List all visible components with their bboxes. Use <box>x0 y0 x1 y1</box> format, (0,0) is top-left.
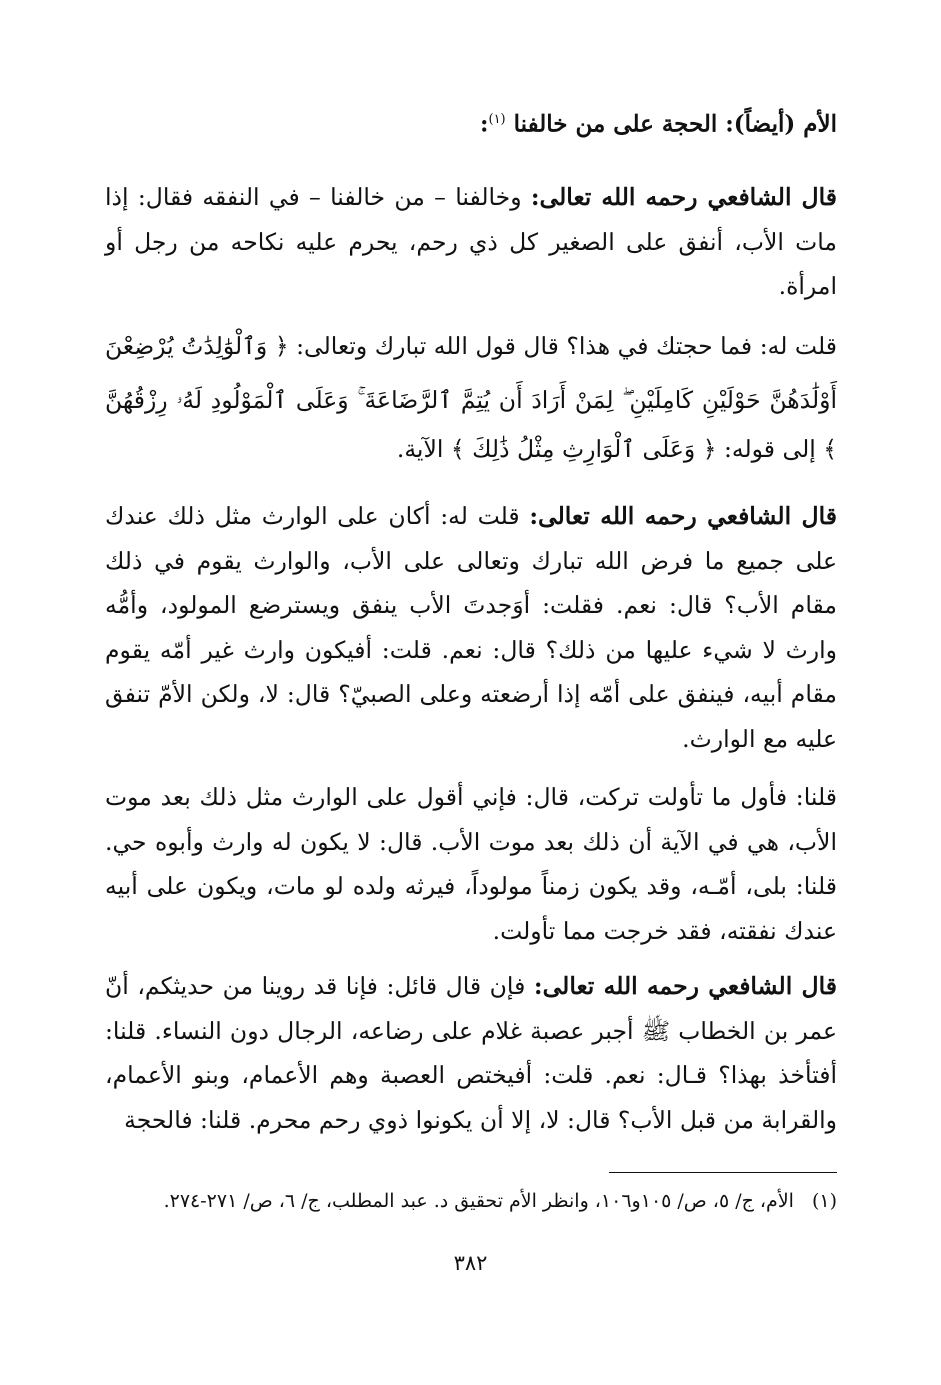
footnote-number: (١) <box>811 1190 837 1212</box>
paragraph-4 <box>105 775 837 953</box>
paragraph-text: فإن قال قائل: فإنا قد روينا من حديثكم، أنّ عمر بن الخطاب ﷺ أجبر عصبة غلام على رضاعه، الرجال دون النساء. قلنا: أفتأخذ بهذا؟ قـال: نعم. قلت: أفيختص العصبة وهم الأعمام، وبنو الأعمام، والقرابة من قبل الأب؟ قال: لا، إلا أن يكونوا ذوي رحم محرم. قلنا: فالحجة <box>105 972 837 1134</box>
quran-verse: وَعَلَى ٱلْوَارِثِ مِثْلُ ذَٰلِكَ <box>472 435 696 463</box>
paragraph-text: قلت له: أكان على الوارث مثل ذلك عندك على جميع ما فرض الله تبارك وتعالى على الأب، والوارث يقوم في ذلك مقام الأب؟ قال: نعم. فقلت: أوَجدتَ الأب ينفق ويسترضع المولود، وأمُّه وارث لا شيء عليها من ذلك؟ قال: نعم. قلت: أفيكون وارث غير أمّه يقوم مقام أبيه، فينفق على أمّه إذا أرضعته وعلى الصبيّ؟ قال: لا، ولكن الأمّ تنفق عليه مع الوارث. <box>105 502 837 753</box>
footnote <box>105 1184 837 1218</box>
heading-footnote-ref: (١) <box>488 112 506 127</box>
footnote-text: الأم، ج/ ٥، ص/ ١٠٥و١٠٦، وانظر الأم تحقيق د. عبد المطلب، ج/ ٦، ص/ ٢٧١-٢٧٤. <box>163 1190 794 1212</box>
paragraph-lead: قال الشافعي رحمه الله تعالى: <box>530 183 837 211</box>
footnote-divider <box>609 1172 837 1173</box>
section-heading <box>105 100 837 145</box>
paragraph-lead: قال الشافعي رحمه الله تعالى: <box>529 502 837 530</box>
paragraph-text: قلنا: فأول ما تأولت تركت، قال: فإني أقول على الوارث مثل ذلك بعد موت الأب، هي في الآية أن ذلك بعد موت الأب. قال: لا يكون له وارث وأبوه حي. قلنا: بلى، أمّـه، وقد يكون زمناً مولوداً، فيرثه ولده لو مات، ويكون على أبيه عندك نفقته، فقد خرجت مما تأولت. <box>105 783 837 945</box>
paragraph-1 <box>105 175 837 309</box>
quran-verse: وَٱلْوَٰلِدَٰتُ يُرْضِعْنَ أَوْلَٰدَهُنَّ حَوْلَيْنِ كَامِلَيْنِ ۖ لِمَنْ أَرَادَ أَن يُتِمَّ ٱلرَّضَاعَةَ ۚ وَعَلَى ٱلْمَوْلُودِ لَهُۥ رِزْقُهُنَّ <box>105 332 837 414</box>
heading-title: الأم (أيضاً): الحجة على من خالفنا <box>513 110 837 138</box>
paragraph-5 <box>105 964 837 1142</box>
paragraph-3 <box>105 494 837 761</box>
paragraph-2 <box>105 319 837 472</box>
page-number: ٣٨٢ <box>453 1251 488 1275</box>
paragraph-text: قلت له: فما حجتك في هذا؟ قال قول الله تبارك وتعالى: ﴿ <box>267 332 838 360</box>
paragraph-text: وخالفنا – من خالفنا – في النفقه فقال: إذا مات الأب، أنفق على الصغير كل ذي رحم، يحرم عليه نكاحه من رجل أو امرأة. <box>105 183 837 300</box>
paragraph-text: ﴾ الآية. <box>396 435 473 463</box>
paragraph-lead: قال الشافعي رحمه الله تعالى: <box>533 972 837 1000</box>
heading-colon: : <box>479 110 489 138</box>
paragraph-text: ﴾ إلى قوله: ﴿ <box>695 435 837 463</box>
